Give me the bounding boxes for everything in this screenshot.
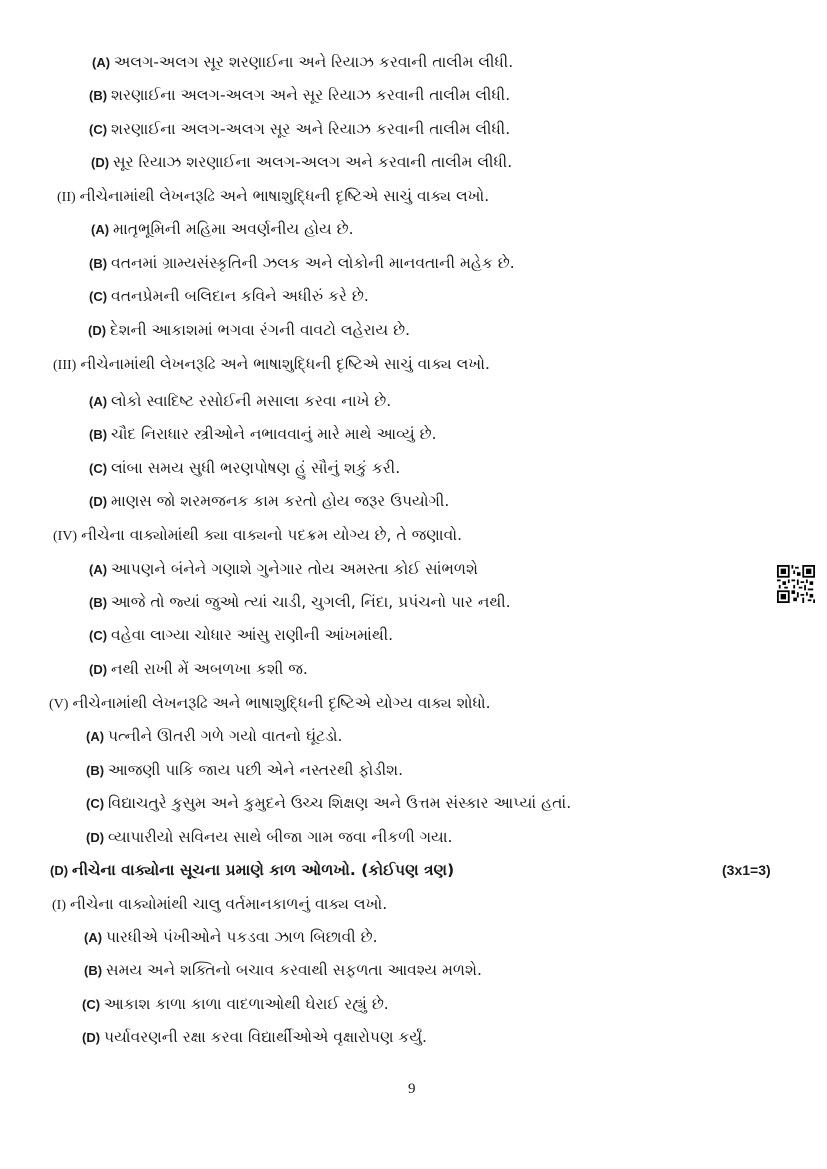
option-a [92, 52, 513, 73]
option-a [86, 726, 342, 747]
option-label: (B) [89, 427, 108, 442]
option-label: (A) [92, 55, 111, 70]
option-d [86, 827, 452, 848]
option-text: શરણાઈના અલગ-અલગ અને સૂર રિયાઝ કરવાની તાલીમ લીધી. [111, 86, 511, 104]
question-number: (V) [49, 697, 69, 712]
question-number: (II) [57, 190, 76, 205]
option-text: પત્નીને ઊતરી ગળે ગયો વાતનો ઘૂંટડો. [108, 727, 343, 745]
option-text: વિદ્યાચતુરે કુસુમ અને કુમુદને ઉચ્ચ શિક્ષણ અને ઉત્તમ સંસ્કાર આપ્યાં હતાં. [108, 794, 572, 812]
option-text: આપણને બંનેને ગણાશે ગુનેગાર તોય અમસ્તા કોઈ સાંભળશે [111, 560, 478, 578]
option-text: ચૌદ નિરાધાર સ્ત્રીઓને નભાવવાનું મારે માથે આવ્યું છે. [111, 425, 437, 443]
question-text: નીચેનામાંથી લેખનરૂઢિ અને ભાષાશુદ્ધિની દૃષ્ટિએ સાચું વાક્ય લખો. [80, 355, 490, 373]
option-label: (D) [91, 155, 110, 170]
option-label: (A) [91, 222, 110, 237]
option-label: (A) [84, 930, 103, 945]
option-text: સૂર રિયાઝ શરણાઈના અલગ-અલગ અને કરવાની તાલીમ લીધી. [113, 153, 513, 171]
question-number: (III) [53, 358, 77, 373]
option-text: વહેવા લાગ્યા ચોધાર આંસુ રાણીની આંખમાંથી. [111, 626, 394, 644]
section-d-heading [50, 860, 454, 881]
question-text: નીચેના વાક્યોમાંથી ચાલુ વર્તમાનકાળનું વાક્ય લખો. [70, 895, 388, 913]
option-text: આજણી પાકિ જાય પછી એને નસ્તરથી ફોડીશ. [108, 761, 404, 779]
option-b [89, 592, 511, 613]
option-label: (B) [86, 763, 105, 778]
question-text: નીચેનામાંથી લેખનરૂઢિ અને ભાષાશુદ્ધિની દૃષ્ટિએ યોગ્ય વાક્ય શોધો. [72, 694, 491, 712]
question-iii [53, 354, 490, 376]
option-d [88, 320, 410, 341]
option-text: સમય અને શક્તિનો બચાવ કરવાથી સફળતા આવશ્ય મળશે. [106, 961, 482, 979]
option-label: (A) [89, 562, 108, 577]
option-c [89, 119, 510, 140]
option-c [89, 286, 369, 307]
option-label: (D) [88, 323, 107, 338]
question-ii [57, 186, 489, 208]
option-d [91, 152, 512, 173]
option-text: પારધીએ પંખીઓને પકડવા ઝાળ બિછાવી છે. [106, 928, 378, 946]
option-a [91, 219, 354, 240]
option-label: (B) [89, 256, 108, 271]
option-text: લાંબા સમય સુધી ભરણપોષણ હું સૌનું શકું કરી. [111, 459, 401, 477]
option-text: વતનમાં ગ્રામ્યસંસ્કૃતિની ઝલક અને લોકોની માનવતાની મહેક છે. [111, 254, 515, 272]
option-label: (B) [84, 963, 103, 978]
marks-badge: (3x1=3) [722, 862, 771, 878]
option-label: (A) [89, 394, 108, 409]
option-label: (A) [86, 729, 105, 744]
option-label: (C) [82, 997, 101, 1012]
option-text: વતનપ્રેમની બલિદાન કવિને અધીરું કરે છે. [111, 287, 369, 305]
question-i [52, 894, 387, 916]
option-text: દેશની આકાશમાં ભગવા રંગની વાવટો લહેરાય છે. [110, 321, 410, 339]
option-label: (C) [89, 461, 108, 476]
question-v [49, 693, 491, 715]
option-c [89, 458, 400, 479]
option-label: (C) [89, 122, 108, 137]
option-b [89, 253, 515, 274]
option-text: નથી રાખી મેં અબળખા કશી જ. [111, 660, 308, 678]
option-c [82, 994, 389, 1015]
option-label: (C) [89, 628, 108, 643]
option-b [89, 85, 510, 106]
option-text: આજે તો જ્યાં જુઓ ત્યાં ચાડી, ચુગલી, નિંદા, પ્રપંચનો પાર નથી. [111, 593, 511, 611]
option-label: (B) [89, 595, 108, 610]
option-label: (B) [89, 88, 108, 103]
option-text: પર્યાવરણની રક્ષા કરવા વિદ્યાર્થીઓએ વૃક્ષારોપણ કર્યું. [104, 1028, 427, 1046]
question-number: (I) [52, 898, 66, 913]
option-text: શરણાઈના અલગ-અલગ સૂર અને રિયાઝ કરવાની તાલીમ લીધી. [111, 120, 511, 138]
option-d [89, 491, 449, 512]
option-a [89, 559, 478, 580]
question-text: નીચેનામાંથી લેખનરૂઢિ અને ભાષાશુદ્ધિની દૃષ્ટિએ સાચું વાક્ય લખો. [79, 187, 490, 205]
option-label: (D) [86, 830, 105, 845]
section-title: નીચેના વાક્યોના સૂચના પ્રમાણે કાળ ઓળખો. (કોઈપણ ત્રણ) [72, 861, 455, 879]
option-text: લોકો સ્વાદિષ્ટ રસોઈની મસાલા કરવા નાખે છે. [111, 392, 392, 410]
option-text: વ્યાપારીયો સવિનય સાથે બીજા ગામ જવા નીકળી ગયા. [108, 828, 453, 846]
option-label: (C) [86, 796, 105, 811]
option-b [89, 424, 437, 445]
qr-code-icon [777, 565, 815, 603]
option-a [84, 927, 378, 948]
option-text: માણસ જો શરમજનક કામ કરતો હોય જરૂર ઉપયોગી. [111, 492, 450, 510]
option-text: અલગ-અલગ સૂર શરણાઈના અને રિયાઝ કરવાની તાલીમ લીધી. [114, 53, 514, 71]
option-label: (D) [82, 1030, 101, 1045]
option-label: (D) [89, 662, 108, 677]
option-label: (D) [89, 494, 108, 509]
question-iv [53, 525, 462, 547]
option-label: (C) [89, 289, 108, 304]
option-d [82, 1027, 427, 1048]
option-b [84, 960, 482, 981]
option-text: માતૃભૂમિની મહિમા અવર્ણનીય હોય છે. [113, 220, 354, 238]
section-label: (D) [50, 863, 69, 878]
option-c [89, 625, 393, 646]
option-c [86, 793, 571, 814]
question-text: નીચેના વાક્યોમાંથી ક્યા વાક્યનો પદક્રમ યોગ્ય છે, તે જણાવો. [81, 526, 463, 544]
page-number: 9 [408, 1081, 416, 1097]
question-number: (IV) [53, 529, 78, 544]
option-text: આકાશ કાળા કાળા વાદળાઓથી ઘેરાઈ રહ્યું છે. [104, 995, 389, 1013]
option-a [89, 391, 391, 412]
option-d [89, 659, 308, 680]
option-b [86, 760, 403, 781]
